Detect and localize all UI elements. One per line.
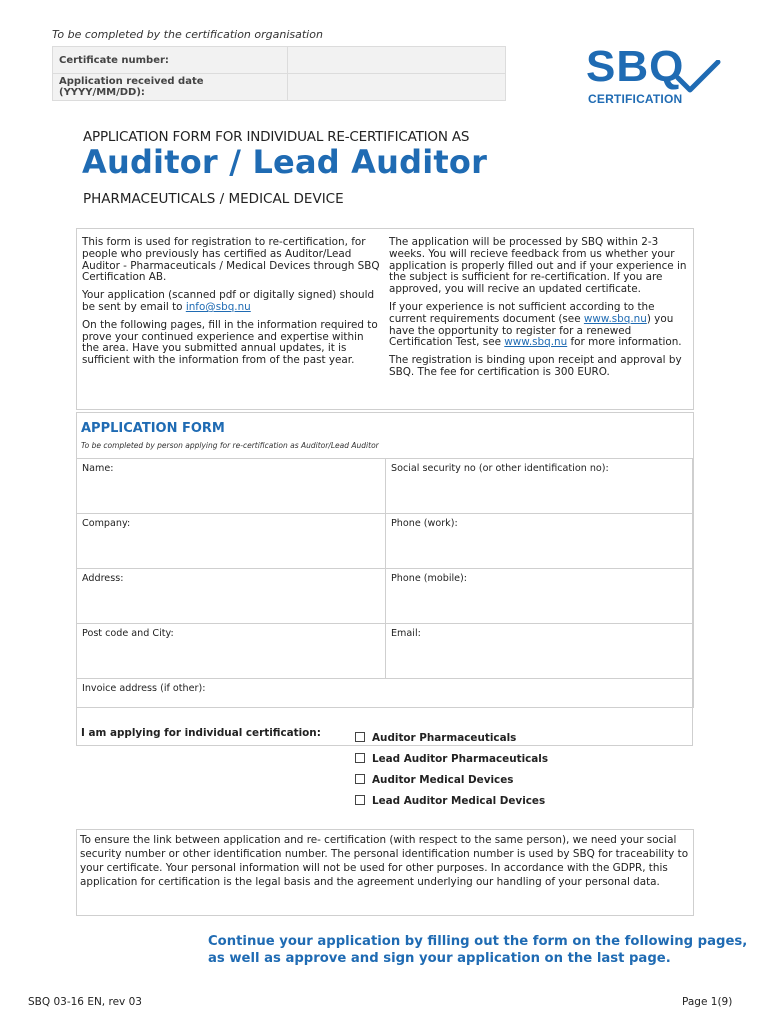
checkbox-icon[interactable] [355,795,365,805]
certificate-number-field[interactable] [288,47,506,74]
intro-paragraph: Your application (scanned pdf or digitally signed) should be sent by email to info@sbq.nu [82,289,375,313]
option-label: Lead Auditor Medical Devices [372,794,546,807]
website-link[interactable]: www.sbq.nu [504,336,568,349]
post-city-field[interactable]: Post code and City: [77,624,386,679]
company-field[interactable]: Company: [77,514,386,569]
applicant-fields-table [76,458,693,746]
intro-paragraph: If your experience is not sufficient according to the current requirements document (see www.sbq.nu) you have the opportunity to register for a renewed Certification Test, see www.sbq.nu for more information. [389,300,682,349]
website-link[interactable]: www.sbq.nu [583,312,647,325]
continue-line: as well as approve and sign your application on the last page. [208,951,671,966]
checkbox-icon[interactable] [355,753,365,763]
checkbox-icon[interactable] [355,774,365,784]
form-title: Auditor / Lead Auditor [82,143,488,181]
invoice-address-field[interactable]: Invoice address (if other): [77,679,693,746]
page-number: Page 1(9) [682,996,733,1008]
checkbox-icon[interactable] [355,732,365,742]
address-field[interactable]: Address: [77,569,386,624]
intro-paragraph: On the following pages, fill in the information required to prove your continued experience and expertise within the area. Have you submitted annual updates, it is sufficient with the information from of the past year. [82,318,378,367]
gdpr-notice: To ensure the link between application and re- certification (with respect to the same person), we need your social security number or other identification number. The personal identification number is used by SBQ for traceability to your certificate. Your personal information will not be used for other purposes. In accordance with the GDPR, this application for certification is the legal basis and the agreement underlying our handling of your personal data. [76,829,694,916]
certification-label: I am applying for individual certification: [81,727,321,739]
application-form-title: APPLICATION FORM [81,421,225,436]
option-auditor-medical-devices[interactable] [355,769,548,790]
received-date-field[interactable] [288,74,506,101]
continue-line: Continue your application by filling out the form on the following pages, [208,934,748,949]
application-form-caption: To be completed by person applying for re-certification as Auditor/Lead Auditor [81,441,379,450]
certification-options [355,727,548,811]
email-link[interactable]: info@sbq.nu [185,300,251,313]
continue-instructions [208,933,747,967]
certificate-info-table [52,46,506,101]
phone-mobile-field[interactable]: Phone (mobile): [386,569,693,624]
document-id: SBQ 03-16 EN, rev 03 [28,996,142,1008]
option-label: Lead Auditor Pharmaceuticals [372,752,549,765]
logo-subtitle: CERTIFICATION [588,92,683,106]
intro-paragraph: The application will be processed by SBQ within 2-3 weeks. You will recieve feedback from us whether your application is properly filled out and if your experience in the subject is sufficient for re-certification. If you are approved, you will recive an updated certificate. [389,236,687,296]
option-auditor-pharmaceuticals[interactable] [355,727,548,748]
intro-right-column [389,237,691,385]
option-lead-auditor-medical-devices[interactable] [355,790,548,811]
intro-box [76,228,694,410]
intro-paragraph: This form is used for registration to re-certification, for people who previously has certified as Auditor/Lead Auditor - Pharmaceuticals / Medical Devices through SBQ Certification AB. [82,236,380,284]
option-lead-auditor-pharmaceuticals[interactable] [355,748,548,769]
form-pretitle: APPLICATION FORM FOR INDIVIDUAL RE-CERTIFICATION AS [83,129,470,145]
checkmark-icon [674,60,722,94]
sbq-logo [586,42,722,112]
org-caption: To be completed by the certification organisation [52,28,323,41]
logo-letters: SBQ [586,42,685,91]
option-label: Auditor Pharmaceuticals [372,731,517,744]
ssn-field[interactable]: Social security no (or other identification no): [386,459,693,514]
option-label: Auditor Medical Devices [372,773,514,786]
intro-paragraph: The registration is binding upon receipt and approval by SBQ. The fee for certification is 300 EURO. [389,354,682,378]
certificate-number-label: Certificate number: [53,47,288,74]
form-subtitle: PHARMACEUTICALS / MEDICAL DEVICE [83,191,344,207]
email-field[interactable]: Email: [386,624,693,679]
intro-left-column [82,237,382,373]
received-date-label: Application received date (YYYY/MM/DD): [53,74,288,101]
name-field[interactable]: Name: [77,459,386,514]
phone-work-field[interactable]: Phone (work): [386,514,693,569]
